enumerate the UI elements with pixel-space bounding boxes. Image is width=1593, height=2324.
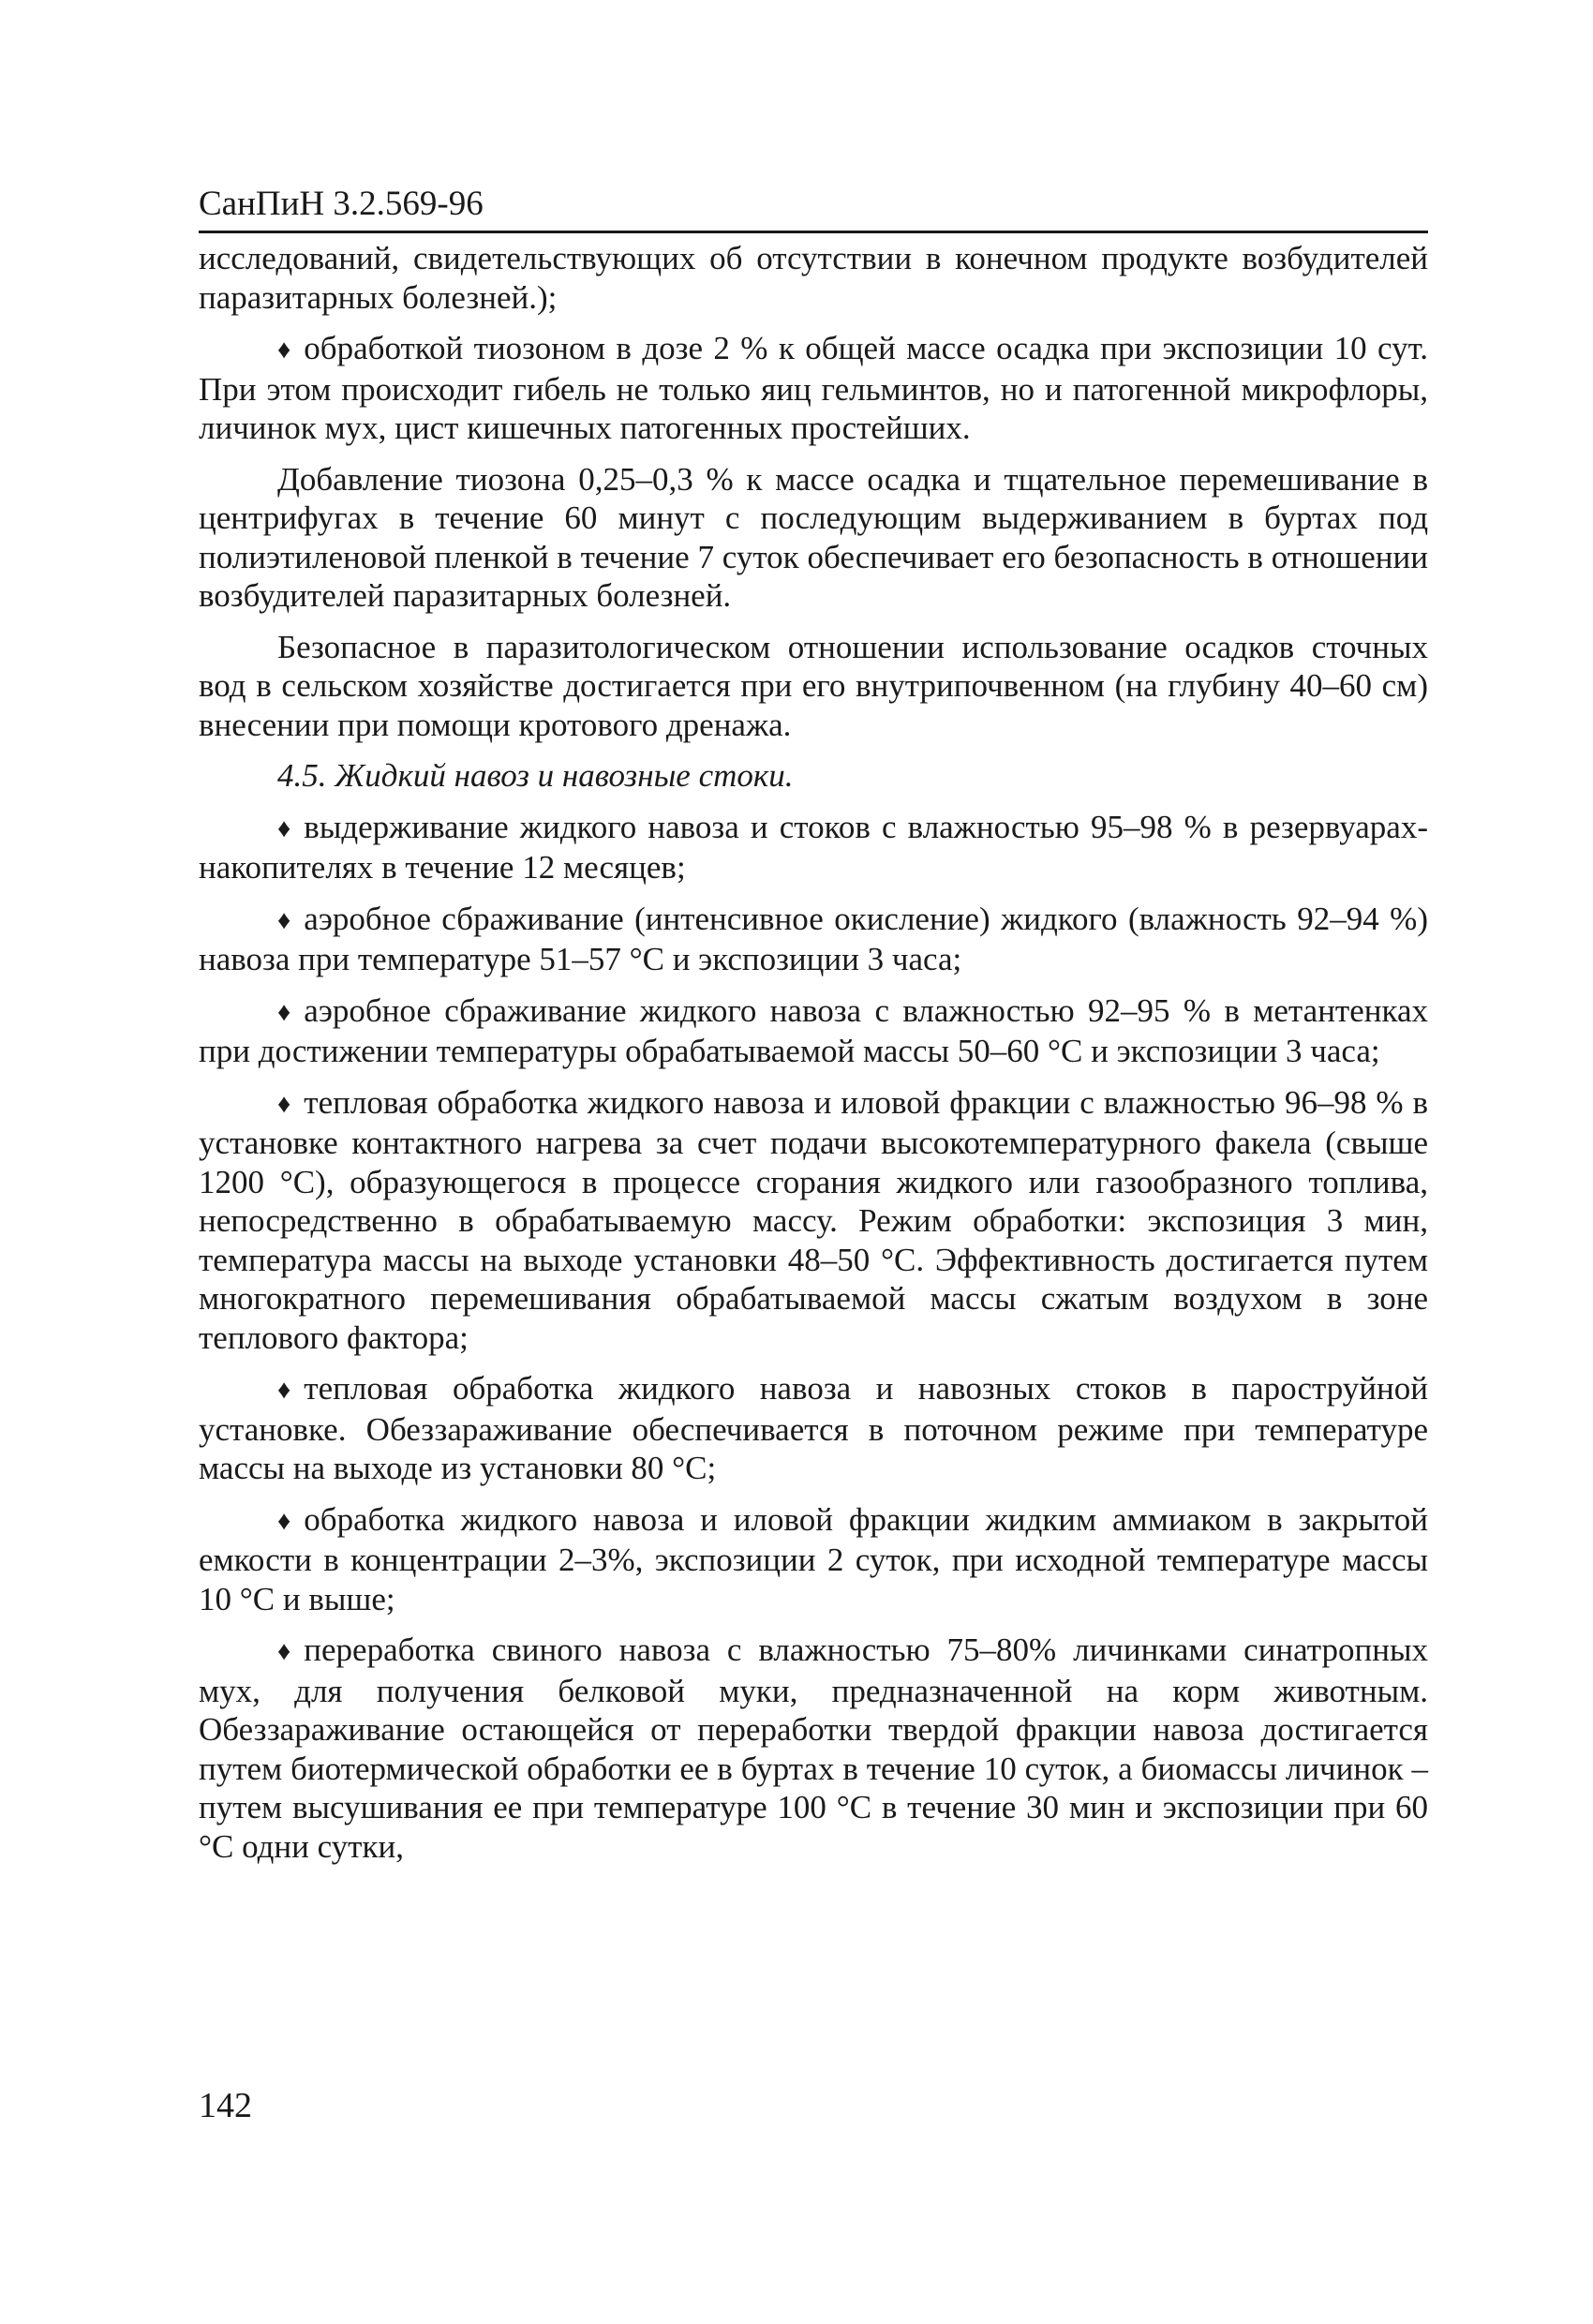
bullet-item-text: обработкой тиозоном в дозе 2 % к общей массе осадка при экспозиции 10 сут. При этом происходит гибель не только яиц гельминтов, но и патогенной микрофлоры, личинок мух, цист кишечных патогенных простейших.	[199, 330, 1428, 446]
diamond-bullet-icon: ♦	[277, 1376, 291, 1405]
document-body	[199, 239, 1428, 1866]
diamond-bullet-icon: ♦	[277, 813, 291, 843]
document-page	[199, 184, 1428, 1878]
bullet-item-methane-tanks	[199, 991, 1428, 1071]
bullet-item-thiozone-treatment	[199, 329, 1428, 448]
bullet-item-storage	[199, 808, 1428, 887]
bullet-item-text: выдерживание жидкого навоза и стоков с влажностью 95–98 % в резервуарах-накопителях в течение 12 месяцев;	[199, 808, 1428, 886]
bullet-item-text: тепловая обработка жидкого навоза и иловой фракции с влажностью 96–98 % в установке контактного нагрева за счет подачи высокотемпературного факела (свыше 1200 °С), образующегося в процессе сгорания жидкого или газообразного топлива, непосредственно в обрабатываемую массу. Режим обработки: экспозиция 3 мин, температура массы на выходе установки 48–50 °С. Эффективность достигается путем многократного перемешивания обрабатываемой массы сжатым воздухом в зоне теплового фактора;	[199, 1083, 1428, 1356]
diamond-bullet-icon: ♦	[277, 905, 291, 935]
paragraph-continuation: исследований, свидетельствующих об отсутствии в конечном продукте возбудителей паразитарных болезней.);	[199, 240, 1428, 316]
bullet-item-text: аэробное сбраживание жидкого навоза с влажностью 92–95 % в метантенках при достижении температуры обрабатываемой массы 50–60 °С и экспозиции 3 часа;	[199, 991, 1428, 1069]
bullet-item-text: аэробное сбраживание (интенсивное окисление) жидкого (влажность 92–94 %) навоза при температуре 51–57 °С и экспозиции 3 часа;	[199, 900, 1428, 977]
bullet-item-aerobic-oxidation	[199, 900, 1428, 979]
bullet-item-text: обработка жидкого навоза и иловой фракции жидким аммиаком в закрытой емкости в концентрации 2–3%, экспозиции 2 суток, при исходной температуре массы 10 °С и выше;	[199, 1500, 1428, 1617]
section-heading-4-5: 4.5. Жидкий навоз и навозные стоки.	[277, 757, 794, 794]
running-header: СанПиН 3.2.569-96	[199, 184, 1428, 233]
bullet-item-ammonia	[199, 1500, 1428, 1619]
bullet-item-text: переработка свиного навоза с влажностью 75–80% личинками синатропных мух, для получения белковой муки, предназначенной на корм животным. Обеззараживание остающейся от переработки твердой фракции навоза достигается путем биотермической обработки ее в буртах в течение 10 суток, а биомассы личинок – путем высушивания ее при температуре 100 °С в течение 30 мин и экспозиции при 60 °С одни сутки,	[199, 1631, 1428, 1865]
page-number: 142	[199, 2086, 252, 2125]
diamond-bullet-icon: ♦	[277, 997, 291, 1027]
bullet-item-fly-larvae	[199, 1631, 1428, 1866]
paragraph-safe-use: Безопасное в паразитологическом отношении использование осадков сточных вод в сельском хозяйстве достигается при его внутрипочвенном (на глубину 40–60 см) внесении при помощи кротового дренажа.	[199, 628, 1428, 743]
diamond-bullet-icon: ♦	[277, 1089, 291, 1119]
diamond-bullet-icon: ♦	[277, 335, 291, 365]
diamond-bullet-icon: ♦	[277, 1506, 291, 1536]
bullet-item-contact-heating	[199, 1083, 1428, 1358]
bullet-item-steam-jet	[199, 1369, 1428, 1488]
bullet-item-text: тепловая обработка жидкого навоза и навозных стоков в пароструйной установке. Обеззараживание обеспечивается в поточном режиме при температуре массы на выходе из установки 80 °С;	[199, 1370, 1428, 1486]
paragraph-thiozone-addition: Добавление тиозона 0,25–0,3 % к массе осадка и тщательное перемешивание в центрифугах в течение 60 минут с последующим выдерживанием в буртах под полиэтиленовой пленкой в течение 7 суток обеспечивает его безопасность в отношении возбудителей паразитарных болезней.	[199, 460, 1428, 614]
diamond-bullet-icon: ♦	[277, 1637, 291, 1666]
